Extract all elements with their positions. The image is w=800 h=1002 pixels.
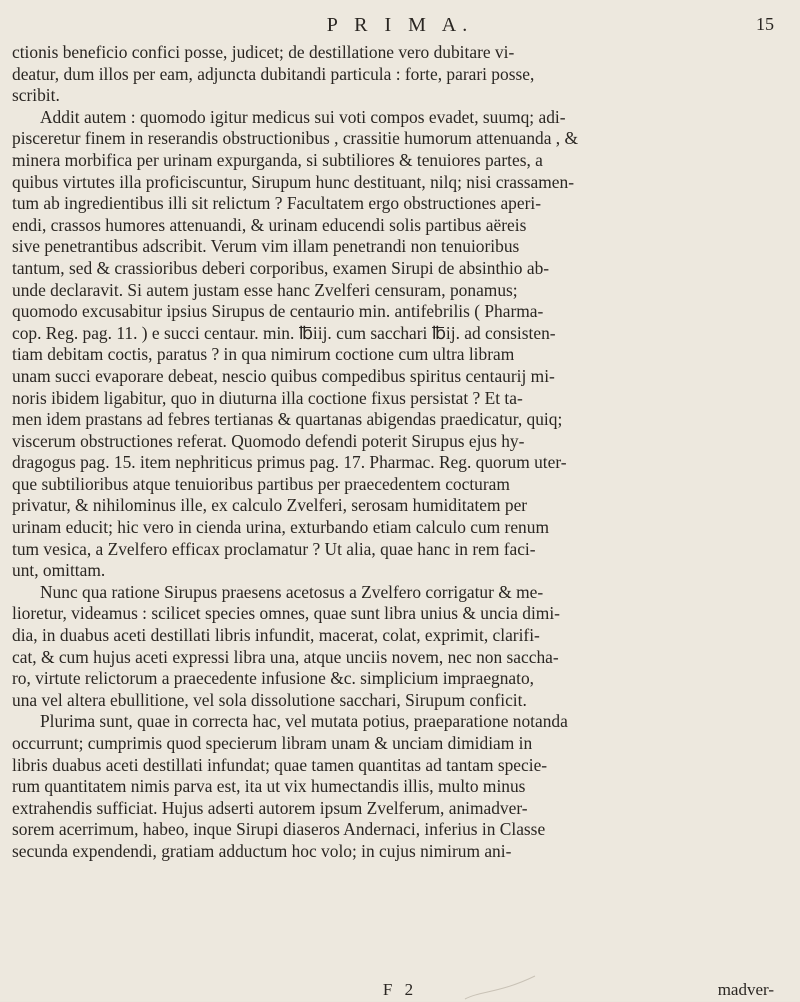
text-line: ro, virtute relictorum a praecedente infusione &c. simplicium impraegnato,: [12, 668, 535, 689]
text-line: scribit.: [12, 85, 60, 106]
signature-mark: F 2: [382, 980, 418, 999]
text-line: viscerum obstructiones referat. Quomodo defendi poterit Sirupus ejus hy-: [12, 430, 525, 451]
text-line: Addit autem : quomodo igitur medicus sui voti compos evadet, suumq; adi-: [40, 106, 566, 127]
page-footer: [0, 982, 800, 1002]
text-line: dia, in duabus aceti destillati libris infundit, macerat, colat, exprimit, clarifi-: [12, 625, 540, 646]
text-line: cop. Reg. pag. 11. ) e succi centaur. min. ℔iij. cum sacchari ℔ij. ad consisten-: [12, 322, 556, 343]
text-line: unde declaravit. Si autem justam esse hanc Zvelferi censuram, ponamus;: [12, 279, 518, 300]
text-line: privatur, & nihilominus ille, ex calculo Zvelferi, serosam humiditatem per: [12, 495, 528, 516]
text-line: dragogus pag. 15. item nephriticus primus pag. 17. Pharmac. Reg. quorum uter-: [12, 452, 567, 473]
text-line: unt, omittam.: [12, 560, 106, 581]
catchword: madver-: [717, 980, 774, 999]
text-line: unam succi evaporare debeat, nescio quibus compedibus spiritus centaurij mi-: [12, 365, 555, 386]
text-line: tiam debitam coctis, paratus ? in qua nimirum coctione cum ultra libram: [12, 344, 515, 365]
running-title: P R I M A.: [326, 14, 474, 36]
text-line: rum quantitatem nimis parva est, ita ut vix humectandis illis, multo minus: [12, 776, 526, 797]
text-line: secunda expendendi, gratiam adductum hoc volo; in cujus nimirum ani-: [12, 840, 512, 861]
text-line: Plurima sunt, quae in correcta hac, vel mutata potius, praeparatione notanda: [40, 711, 568, 732]
paper-stain-icon: [460, 971, 540, 1001]
text-line: una vel altera ebullitione, vel sola dissolutione sacchari, Sirupum conficit.: [12, 689, 527, 710]
text-line: occurrunt; cumprimis quod specierum libram unam & unciam dimidiam in: [12, 733, 533, 753]
text-line: libris duabus aceti destillati infundat; quae tamen quantitas ad tantam specie-: [12, 754, 548, 775]
text-line: pisceretur finem in reserandis obstructionibus , crassitie humorum attenuanda , &: [12, 128, 579, 149]
page-number: 15: [756, 14, 774, 34]
text-line: tantum, sed & crassioribus deberi corporibus, examen Sirupi de absinthio ab-: [12, 257, 550, 278]
text-line: que subtilioribus atque tenuioribus partibus per praecedentem cocturam: [12, 473, 510, 494]
text-line: ctionis beneficio confici posse, judicet; de destillatione vero dubitare vi-: [12, 42, 515, 62]
body-text: [12, 42, 790, 863]
text-line: lioretur, videamus : scilicet species omnes, quae sunt libra unius & uncia dimi-: [12, 603, 560, 624]
text-line: deatur, dum illos per eam, adjuncta dubitandi particula : forte, parari posse,: [12, 63, 535, 84]
text-line: quomodo excusabitur ipsius Sirupus de centaurio min. antifebrilis ( Pharma-: [12, 301, 544, 322]
text-line: noris ibidem ligabitur, quo in diuturna illa coctione fixus persistat ? Et ta-: [12, 387, 523, 408]
text-line: endi, crassos humores attenuandi, & urinam educendi solis partibus aëreis: [12, 214, 527, 235]
text-line: Nunc qua ratione Sirupus praesens acetosus a Zvelfero corrigatur & me-: [40, 581, 544, 602]
text-line: sive penetrantibus adscribit. Verum vim illam penetrandi non tenuioribus: [12, 236, 520, 257]
text-line: tum ab ingredientibus illi sit relictum ? Facultatem ergo obstructiones aperi-: [12, 193, 541, 214]
page-header: [0, 14, 800, 44]
text-line: urinam educit; hic vero in cienda urina, exturbando etiam calculo cum renum: [12, 517, 549, 538]
text-line: extrahendis sufficiat. Hujus adserti autorem ipsum Zvelferum, animadver-: [12, 797, 528, 818]
text-line: tum vesica, a Zvelfero efficax proclamatur ? Ut alia, quae hanc in rem faci-: [12, 538, 536, 559]
text-line: men idem prastans ad febres tertianas & quartanas abigendas praedicatur, quiq;: [12, 409, 563, 430]
text-line: quibus virtutes illa proficiscuntur, Sirupum hunc destituant, nilq; nisi crassamen-: [12, 171, 574, 192]
text-line: minera morbifica per urinam expurganda, si subtiliores & tenuiores partes, a: [12, 149, 543, 170]
text-line: sorem acerrimum, habeo, inque Sirupi diaseros Andernaci, inferius in Classe: [12, 819, 546, 840]
text-line: cat, & cum hujus aceti expressi libra una, atque unciis novem, nec non saccha-: [12, 646, 559, 667]
